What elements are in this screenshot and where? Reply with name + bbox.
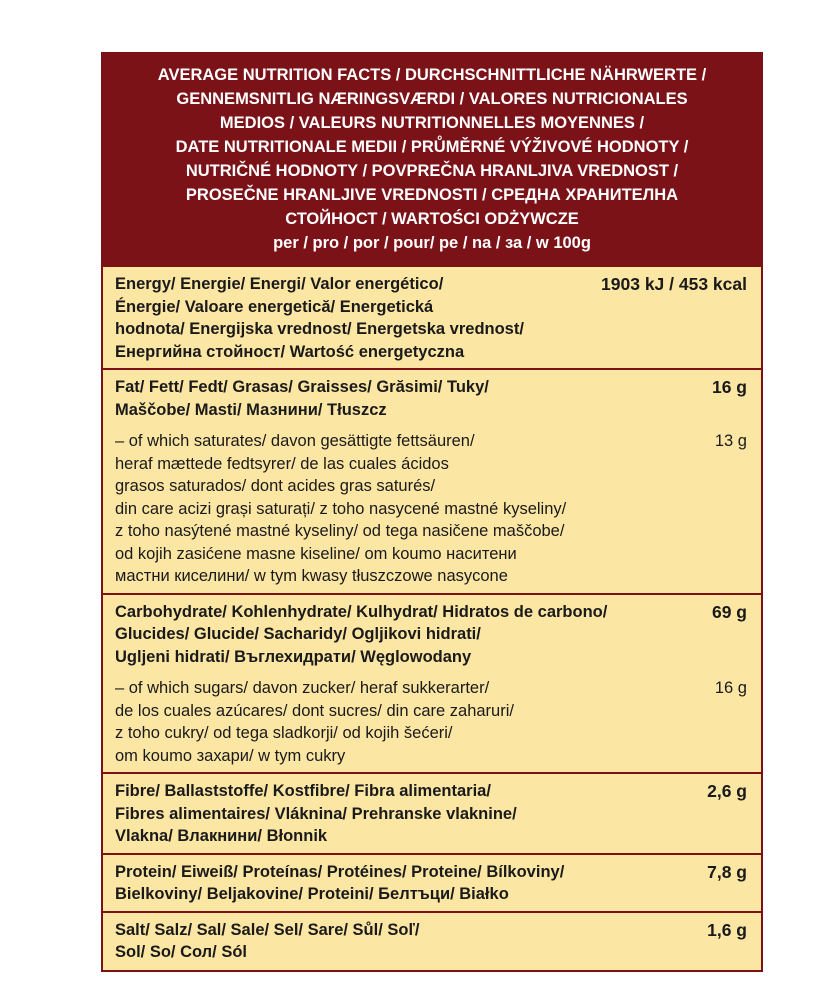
header-line: MEDIOS / VALEURS NUTRITIONNELLES MOYENNES / — [219, 114, 645, 132]
nutrition-facts-panel — [101, 52, 763, 972]
header-line: DATE NUTRITIONALE MEDII / PRŮMĚRNÉ VÝŽIVOVÉ HODNOTY / — [175, 138, 689, 156]
header-line: GENNEMSNITLIG NÆRINGSVÆRDI / VALORES NUTRICIONALES — [176, 90, 688, 108]
header-line: AVERAGE NUTRITION FACTS / DURCHSCHNITTLICHE NÄHRWERTE / — [157, 66, 707, 84]
header-line: СТОЙНОСТ / WARTOŚCI ODŻYWCZE — [285, 210, 579, 228]
salt-value: 1,6 g — [707, 919, 747, 940]
fibre-row — [103, 772, 761, 853]
carbohydrate-row — [103, 593, 761, 773]
protein-label: Protein/ Eiweiß/ Proteínas/ Protéines/ Proteine/ Bílkoviny/ Bielkoviny/ Beljakovine/ Proteini/ Белтъци/ Białko — [115, 862, 565, 903]
fibre-label: Fibre/ Ballaststoffe/ Kostfibre/ Fibra alimentaria/ Fibres alimentaires/ Vláknina/ Prehranske vlaknine/ Vlakna/ Влакнини/ Błonnik — [115, 782, 517, 845]
carbohydrate-value: 69 g — [711, 601, 747, 622]
protein-value: 7,8 g — [707, 861, 747, 882]
fibre-value: 2,6 g — [707, 781, 747, 801]
saturates-value: 13 g — [714, 432, 747, 450]
header-line: NUTRIČNÉ HODNOTY / POVPREČNA HRANLJIVA VREDNOST / — [185, 162, 679, 180]
salt-label: Salt/ Salz/ Sal/ Sale/ Sel/ Sare/ Sůl/ Soľ/ Sol/ So/ Сол/ Sól — [115, 920, 420, 961]
energy-value: 1903 kJ / 453 kcal — [601, 274, 747, 294]
saturates-label: – of which saturates/ davon gesättigte fettsäuren/ heraf mættede fedtsyrer/ de las cuales ácidos grasos saturados/ dont acides gras saturés/ din care acizi grași saturați/ z toho nasycené mastné kyseliny/ z toho nasýtené mastné kyseliny/ od tega nasičene maščobe/ od kojih zasićene masne kiseline/ om koumo наситени мастни киселини/ w tym kwasy tłuszczowe nasycone — [115, 432, 567, 585]
fat-label: Fat/ Fett/ Fedt/ Grasas/ Graisses/ Grăsimi/ Tuky/ Maščobe/ Masti/ Мазнини/ Tłuszcz — [115, 378, 489, 419]
sugars-label: – of which sugars/ davon zucker/ heraf sukkerarter/ de los cuales azúcares/ dont sucres/ din care zaharuri/ z toho cukry/ od tega sladkorji/ od kojih šećeri/ om koumo захари/ w tym cukry — [115, 679, 514, 765]
protein-row — [103, 853, 761, 911]
header-per-100g: per / pro / por / pour/ pe / na / за / w 100g — [273, 234, 591, 252]
sugars-value: 16 g — [714, 679, 747, 697]
fat-value: 16 g — [711, 377, 747, 397]
nutrition-header — [103, 54, 761, 265]
energy-row — [103, 265, 761, 368]
salt-row — [103, 911, 761, 970]
carbohydrate-label: Carbohydrate/ Kohlenhydrate/ Kulhydrat/ Hidratos de carbono/ Glucides/ Glucide/ Sacharidy/ Ogljikovi hidrati/ Ugljeni hidrati/ Въглехидрати/ Węglowodany — [115, 602, 608, 666]
energy-label: Energy/ Energie/ Energi/ Valor energético/ Énergie/ Valoare energetică/ Energetická hodnota/ Energijska vrednost/ Energetska vrednost/ Енергийна стойност/ Wartość energetyczna — [115, 275, 524, 361]
fat-row — [103, 368, 761, 593]
header-line: PROSEČNE HRANLJIVE VREDNOSTI / СРЕДНА ХРАНИТЕЛНА — [185, 186, 679, 204]
